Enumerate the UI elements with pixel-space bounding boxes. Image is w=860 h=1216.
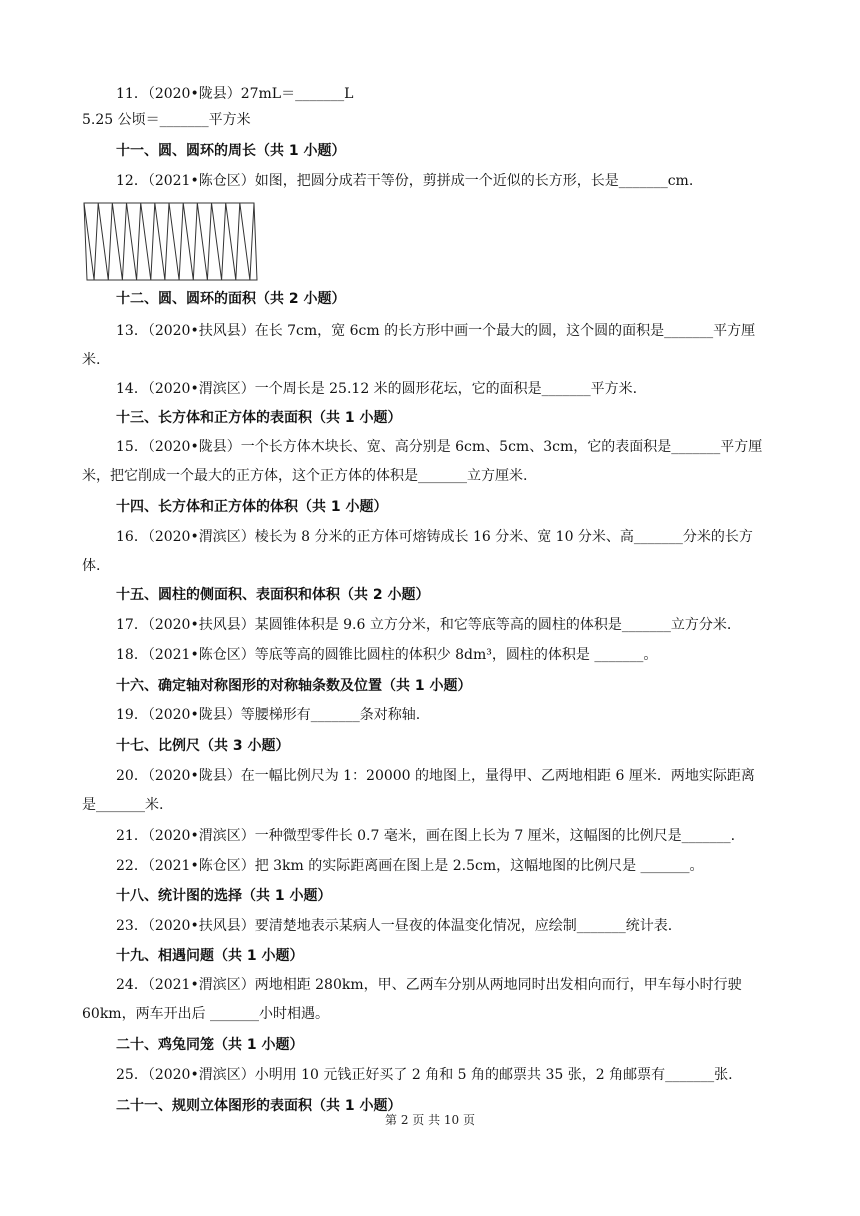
question-line: 16．（2020•渭滨区）棱长为 8 分米的正方体可熔铸成长 16 分米、宽 10 分米、高_______分米的长方 — [116, 529, 753, 545]
question-line: 19．（2020•陇县）等腰梯形有_______条对称轴. — [116, 707, 421, 723]
section-heading: 十一、圆、圆环的周长（共 1 小题） — [116, 143, 346, 159]
page-footer: 第 2 页 共 10 页 — [385, 1113, 475, 1127]
question-line: 22．（2021•陈仓区）把 3km 的实际距离画在图上是 2.5cm，这幅地图的比例尺是 _______。 — [116, 858, 704, 874]
section-heading: 十七、比例尺（共 3 小题） — [116, 738, 290, 754]
question-line: 18．（2021•陈仓区）等底等高的圆锥比圆柱的体积少 8dm³，圆柱的体积是 _______。 — [116, 647, 658, 663]
question-line: 14．（2020•渭滨区）一个周长是 25.12 米的圆形花坛，它的面积是_______平方米. — [116, 381, 638, 397]
section-heading: 十八、统计图的选择（共 1 小题） — [116, 888, 332, 904]
question-line: 是_______米. — [82, 797, 164, 813]
section-heading: 十二、圆、圆环的面积（共 2 小题） — [116, 291, 346, 307]
question-line: 17．（2020•扶风县）某圆锥体积是 9.6 立方分米，和它等底等高的圆柱的体积是_______立方分米. — [116, 617, 732, 633]
section-heading: 十五、圆柱的侧面积、表面积和体积（共 2 小题） — [116, 587, 430, 603]
question-line: 体. — [82, 558, 101, 574]
question-line: 13．（2020•扶风县）在长 7cm，宽 6cm 的长方形中画一个最大的圆，这个圆的面积是_______平方厘 — [116, 323, 756, 339]
question-line: 21．（2020•渭滨区）一种微型零件长 0.7 毫米，画在图上长为 7 厘米，这幅图的比例尺是_______. — [116, 828, 736, 844]
circle-cut-rectangle-figure — [82, 200, 258, 282]
question-line: 米. — [82, 352, 101, 368]
question-line: 5.25 公顷＝_______平方米 — [82, 112, 251, 128]
section-heading: 十九、相遇问题（共 1 小题） — [116, 948, 304, 964]
section-heading: 十六、确定轴对称图形的对称轴条数及位置（共 1 小题） — [116, 678, 472, 694]
question-line: 25．（2020•渭滨区）小明用 10 元钱正好买了 2 角和 5 角的邮票共 35 张，2 角邮票有_______张. — [116, 1067, 733, 1083]
section-heading: 十四、长方体和正方体的体积（共 1 小题） — [116, 499, 388, 515]
question-line: 23．（2020•扶风县）要清楚地表示某病人一昼夜的体温变化情况，应绘制_______统计表. — [116, 918, 673, 934]
question-line: 20．（2020•陇县）在一幅比例尺为 1：20000 的地图上，量得甲、乙两地相距 6 厘米．两地实际距离 — [116, 768, 755, 784]
question-line: 12．（2021•陈仓区）如图，把圆分成若干等份，剪拼成一个近似的长方形，长是_______cm. — [116, 173, 694, 189]
question-line: 15．（2020•陇县）一个长方体木块长、宽、高分别是 6cm、5cm、3cm，它的表面积是_______平方厘 — [116, 439, 763, 455]
figure-sector-zigzag — [84, 203, 254, 280]
question-line: 24．（2021•渭滨区）两地相距 280km，甲、乙两车分别从两地同时出发相向而行，甲车每小时行驶 — [116, 977, 742, 993]
question-line: 11．（2020•陇县）27mL＝_______L — [116, 86, 354, 102]
section-heading: 二十、鸡兔同笼（共 1 小题） — [116, 1037, 304, 1053]
section-heading: 二十一、规则立体图形的表面积（共 1 小题） — [116, 1098, 402, 1114]
section-heading: 十三、长方体和正方体的表面积（共 1 小题） — [116, 410, 402, 426]
question-line: 米，把它削成一个最大的正方体，这个正方体的体积是_______立方厘米. — [82, 468, 528, 484]
question-line: 60km，两车开出后 _______小时相遇。 — [82, 1006, 330, 1022]
